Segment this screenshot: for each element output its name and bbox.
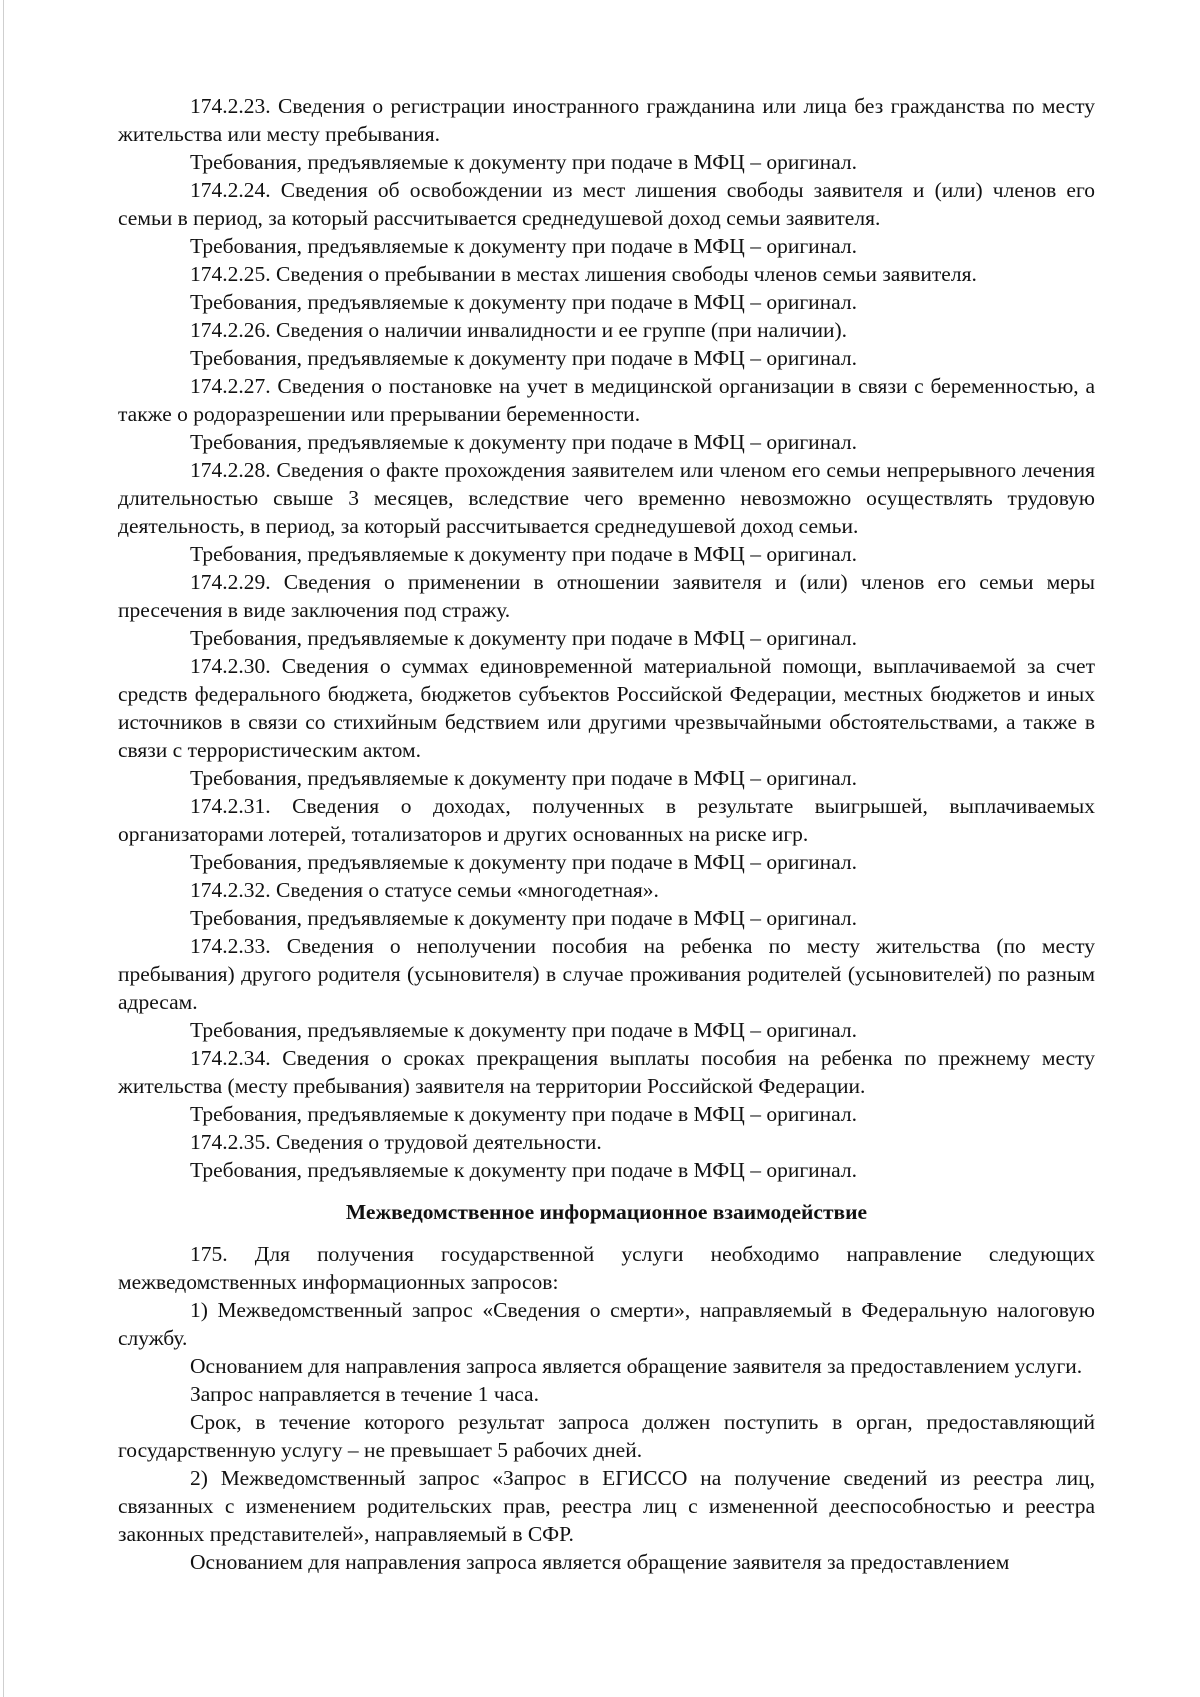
paragraph: Основанием для направления запроса является обращение заявителя за предоставлением: [190, 1550, 1010, 1574]
paragraph: Основанием для направления запроса является обращение заявителя за предоставлением услуги.: [190, 1354, 1083, 1378]
paragraph: Требования, предъявляемые к документу при подаче в МФЦ – оригинал.: [190, 234, 857, 258]
paragraph: 174.2.34. Сведения о сроках прекращения выплаты пособия на ребенка по прежнему месту жительства (месту пребывания) заявителя на территории Российской Федерации.: [118, 1046, 1095, 1098]
paragraph: Запрос направляется в течение 1 часа.: [190, 1382, 539, 1406]
paragraph: Требования, предъявляемые к документу при подаче в МФЦ – оригинал.: [190, 766, 857, 790]
paragraph: 174.2.28. Сведения о факте прохождения заявителем или членом его семьи непрерывного лечения длительностью свыше 3 месяцев, вследствие чего временно невозможно осуществлять трудовую деятельность, в период, за который рассчитывается среднедушевой доход семьи.: [118, 458, 1095, 538]
paragraph: 174.2.26. Сведения о наличии инвалидности и ее группе (при наличии).: [190, 318, 848, 342]
paragraph: 174.2.25. Сведения о пребывании в местах лишения свободы членов семьи заявителя.: [190, 262, 977, 286]
paragraph: 174.2.35. Сведения о трудовой деятельности.: [190, 1130, 602, 1154]
paragraph: Требования, предъявляемые к документу при подаче в МФЦ – оригинал.: [190, 290, 857, 314]
paragraph: Требования, предъявляемые к документу при подаче в МФЦ – оригинал.: [190, 542, 857, 566]
paragraph: Требования, предъявляемые к документу при подаче в МФЦ – оригинал.: [190, 1102, 857, 1126]
paragraph: Требования, предъявляемые к документу при подаче в МФЦ – оригинал.: [190, 150, 857, 174]
paragraph: 175. Для получения государственной услуги необходимо направление следующих межведомственных информационных запросов:: [118, 1242, 1095, 1294]
paragraph: Требования, предъявляемые к документу при подаче в МФЦ – оригинал.: [190, 1158, 857, 1182]
paragraph: Требования, предъявляемые к документу при подаче в МФЦ – оригинал.: [190, 1018, 857, 1042]
paragraph: Требования, предъявляемые к документу при подаче в МФЦ – оригинал.: [190, 906, 857, 930]
paragraph: 2) Межведомственный запрос «Запрос в ЕГИССО на получение сведений из реестра лиц, связанных с изменением родительских прав, реестра лиц с измененной дееспособностью и реестра законных представителей», направляемый в СФР.: [118, 1466, 1095, 1546]
paragraph: Требования, предъявляемые к документу при подаче в МФЦ – оригинал.: [190, 346, 857, 370]
paragraph: 174.2.31. Сведения о доходах, полученных в результате выигрышей, выплачиваемых организаторами лотерей, тотализаторов и других основанных на риске игр.: [118, 794, 1095, 846]
section-heading: Межведомственное информационное взаимодействие: [345, 1200, 868, 1224]
paragraph: 174.2.30. Сведения о суммах единовременной материальной помощи, выплачиваемой за счет средств федерального бюджета, бюджетов субъектов Российской Федерации, местных бюджетов и иных источников в связи со стихийным бедствием или другими чрезвычайными обстоятельствами, а также в связи с террористическим актом.: [118, 654, 1095, 762]
paragraph: 174.2.24. Сведения об освобождении из мест лишения свободы заявителя и (или) членов его семьи в период, за который рассчитывается среднедушевой доход семьи заявителя.: [118, 178, 1095, 230]
scan-left-edge: [3, 0, 4, 1697]
paragraph: 174.2.29. Сведения о применении в отношении заявителя и (или) членов его семьи меры пресечения в виде заключения под стражу.: [118, 570, 1095, 622]
paragraph: 1) Межведомственный запрос «Сведения о смерти», направляемый в Федеральную налоговую службу.: [118, 1298, 1095, 1350]
paragraph: Требования, предъявляемые к документу при подаче в МФЦ – оригинал.: [190, 626, 857, 650]
paragraph: 174.2.32. Сведения о статусе семьи «многодетная».: [190, 878, 659, 902]
paragraph: Срок, в течение которого результат запроса должен поступить в орган, предоставляющий государственную услугу – не превышает 5 рабочих дней.: [118, 1410, 1095, 1462]
paragraph: 174.2.23. Сведения о регистрации иностранного гражданина или лица без гражданства по месту жительства или месту пребывания.: [118, 94, 1095, 146]
paragraph: 174.2.27. Сведения о постановке на учет в медицинской организации в связи с беременностью, а также о родоразрешении или прерывании беременности.: [118, 374, 1095, 426]
paragraph: Требования, предъявляемые к документу при подаче в МФЦ – оригинал.: [190, 430, 857, 454]
paragraph: Требования, предъявляемые к документу при подаче в МФЦ – оригинал.: [190, 850, 857, 874]
document-body: [118, 92, 1095, 1576]
paragraph: 174.2.33. Сведения о неполучении пособия на ребенка по месту жительства (по месту пребывания) другого родителя (усыновителя) в случае проживания родителей (усыновителей) по разным адресам.: [118, 934, 1095, 1014]
